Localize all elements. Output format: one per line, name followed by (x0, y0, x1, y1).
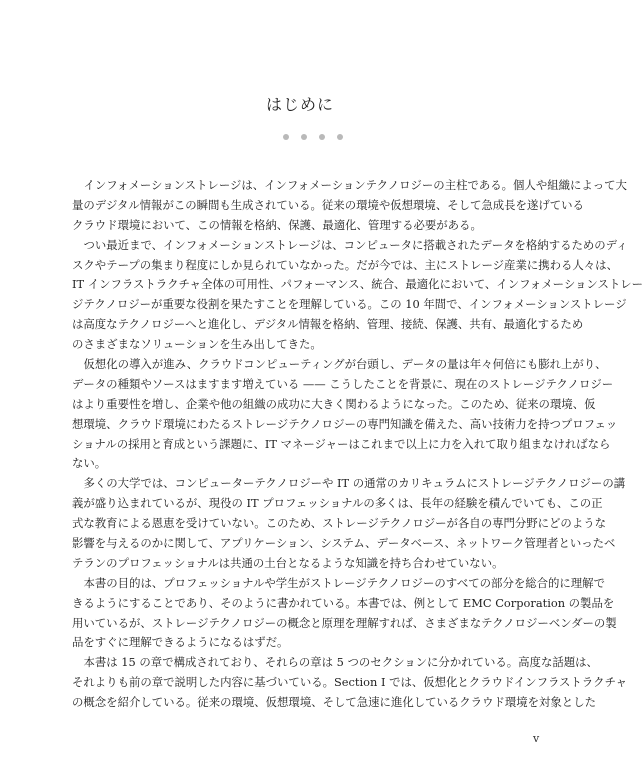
dot-icon (283, 134, 289, 140)
page-title: はじめに (265, 95, 334, 114)
text-line: 本書の目的は、プロフェッショナルや学生がストレージテクノロジーのすべての部分を総合的に理解で (83, 575, 605, 590)
text-line: 仮想化の導入が進み、クラウドコンピューティングが台頭し、データの量は年々何倍にも膨れ上がり、 (83, 357, 607, 372)
text-line: はより重要性を増し、企業や他の組織の成功に大きく関わるようになった。このため、従来の環境、仮 (72, 396, 596, 411)
text-line: スクやテープの集まり程度にしか見られていなかった。だが今では、主にストレージ産業に携わる人々は、 (72, 257, 618, 272)
text-line: ジテクノロジーが重要な役割を果たすことを理解している。この 10 年間で、インフォメーションストレージ (72, 297, 627, 312)
text-line: ない。 (72, 456, 107, 471)
text-line: 多くの大学では、コンピューターテクノロジーや IT の通常のカリキュラムにストレージテクノロジーの講 (83, 476, 626, 491)
dot-icon (319, 134, 325, 140)
text-line: ショナルの採用と育成という課題に、IT マネージャーはこれまで以上に力を入れて取り組まなければなら (72, 436, 611, 451)
text-line: クラウド環境において、この情報を格納、保護、最適化、管理する必要がある。 (72, 217, 482, 232)
page-number: v (533, 732, 540, 745)
text-line: 想環境、クラウド環境にわたるストレージテクノロジーの専門知識を備えた、高い技術力を持つプロフェッ (72, 416, 618, 431)
text-line: きるようにすることであり、そのように書かれている。本書では、例として EMC Corporation の製品を (72, 595, 615, 610)
paragraph (72, 574, 617, 654)
text-line: 式な教育による恩恵を受けていない。このため、ストレージテクノロジーが各自の専門分野にどのような (72, 516, 606, 531)
text-line: データの種類やソースはますます増えている —— こうしたことを背景に、現在のストレージテクノロジー (72, 376, 614, 391)
paragraph (72, 474, 626, 573)
text-line: の概念を紹介している。従来の環境、仮想環境、そして急速に進化しているクラウド環境を対象とした (72, 695, 596, 710)
text-line: のさまざまなソリューションを生み出してきた。 (72, 337, 322, 352)
text-line: 本書は 15 の章で構成されており、それらの章は 5 つのセクションに分かれている。高度な話題は、 (83, 655, 598, 670)
dot-icon (337, 134, 343, 140)
text-line: は高度なテクノロジーへと進化し、デジタル情報を格納、管理、接続、保護、共有、最適化するため (72, 317, 584, 332)
text-line: 義が盛り込まれているが、現役の IT プロフェッショナルの多くは、長年の経験を積んでいても、この正 (72, 496, 603, 511)
text-line: IT インフラストラクチャ全体の可用性、パフォーマンス、統合、最適化において、インフォメーションストレー (72, 277, 643, 292)
text-line: それよりも前の章で説明した内容に基づいている。Section I では、仮想化とクラウドインフラストラクチャ (72, 675, 628, 690)
body-text (72, 176, 643, 713)
paragraph (72, 236, 643, 355)
paragraph (72, 355, 618, 474)
text-line: 量のデジタル情報がこの瞬間も生成されている。従来の環境や仮想環境、そして急成長を遂げている (72, 197, 584, 212)
text-line: インフォメーションストレージは、インフォメーションテクノロジーの主柱である。個人や組織によって大 (83, 178, 627, 192)
dot-icon (301, 134, 307, 140)
ornament-dots (283, 134, 343, 140)
text-line: 品をすぐに理解できるようになるはずだ。 (72, 635, 289, 650)
text-line: テランのプロフェッショナルは共通の土台となるような知識を持ち合わせていない。 (72, 555, 504, 570)
text-line: 用いているが、ストレージテクノロジーの概念と原理を理解すれば、さまざまなテクノロジーベンダーの製 (72, 615, 617, 630)
text-line: つい最近まで、インフォメーションストレージは、コンピュータに搭載されたデータを格納するためのディ (83, 237, 628, 252)
text-line: 影響を与えるのかに関して、アプリケーション、システム、データベース、ネットワーク管理者といったベ (72, 536, 616, 551)
paragraph (72, 653, 628, 713)
paragraph (72, 176, 627, 236)
